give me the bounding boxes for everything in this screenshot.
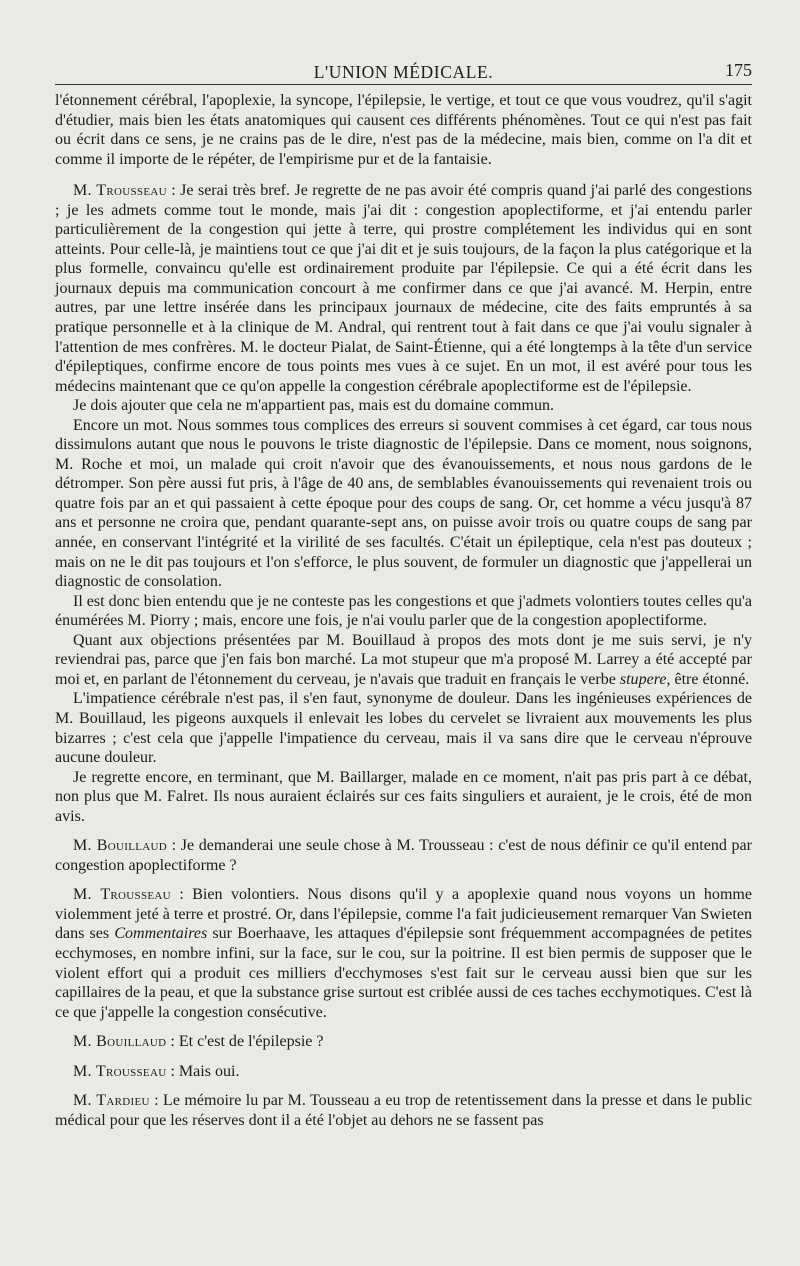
speaker-name: M. Bouillaud bbox=[73, 837, 168, 855]
paragraph-13 bbox=[55, 1091, 752, 1130]
page-header bbox=[55, 52, 752, 85]
paragraph-text: : Et c'est de l'épilepsie ? bbox=[166, 1033, 324, 1051]
paragraph-text: Encore un mot. Nous sommes tous complices des erreurs si souvent commises à cet égard, car tous nous dissimulons autant que nous le pouvons le triste diagnostic de l'épilepsie. Dans ce moment, nous soignons, M. Roche et moi, un malade qui croit n'avoir que des évanouissements, et nous nous gardons de le détromper. Son père aussi fut pris, à l'âge de 40 ans, de semblables évanouissements qui revenaient trois ou quatre fois par an et qui passaient à cette époque pour des coups de sang. Or, cet homme a vécu jusqu'à 87 ans et personne ne croira que, pendant quarante-sept ans, on puisse avoir trois ou quatre coups de sang par année, en conservant l'intégrité et la virilité de ses facultés. C'était un épileptique, cela n'est pas douteux ; mais on ne le dit pas toujours et l'on s'efforce, le plus souvent, de formuler un diagnostic que j'appellerai un diagnostic de consolation. bbox=[55, 416, 752, 591]
paragraph-5 bbox=[55, 592, 752, 631]
article-body bbox=[55, 91, 752, 1130]
speaker-name: M. Trousseau bbox=[73, 182, 167, 200]
paragraph-text: l'étonnement cérébral, l'apoplexie, la syncope, l'épilepsie, le vertige, et tout ce que vous voudrez, qu'il s'agit d'étudier, mais bien les états anatomiques qui causent ces différents phénomènes. Tout ce qui n'est pas fait ou écrit dans ce sens, je ne crains pas de le dire, n'est pas de la médecine, mais bien, comme on l'a dit et comme il importe de le répéter, de l'empirisme pur et de la fantaisie. bbox=[55, 92, 752, 168]
paragraph-2 bbox=[55, 181, 752, 396]
paragraph-text: Je regrette encore, en terminant, que M. Baillarger, malade en ce moment, n'ait pas pris part à ce débat, non plus que M. Falret. Ils nous auraient éclairés sur ces faits singuliers et auraient, je le crois, été de mon avis. bbox=[55, 768, 752, 825]
speaker-name: M. Tardieu bbox=[73, 1092, 150, 1110]
running-head: L'UNION MÉDICALE. bbox=[313, 62, 494, 82]
paragraph-text: : Je demanderai une seule chose à M. Trousseau : c'est de nous définir ce qu'il entend par congestion apoplectiforme ? bbox=[55, 837, 752, 874]
paragraph-text-continued: , être étonné. bbox=[666, 670, 750, 688]
speaker-name: M. Trousseau bbox=[73, 1062, 167, 1080]
italic-term: Commentaires bbox=[114, 925, 208, 943]
paragraph-text: : Bien volontiers. Nous disons qu'il y a apoplexie quand nous voyons un homme violemment jeté à terre et prostré. Or, dans l'épilepsie, comme l'a fait judicieusement remarquer Van Swieten dans ses bbox=[55, 886, 752, 943]
paragraph-text-continued: sur Boerhaave, les attaques d'épilepsie sont fréquemment accompagnées de petites ecchymoses, en nombre infini, sur la face, sur le cou, sur la poitrine. Il est bien permis de supposer que le violent effort qui a produit ces milliers d'ecchymoses s'est fait sur le cerveau aussi bien que sur les capillaires de la peau, et que la substance grise surtout est criblée aussi de ces taches ecchymotiques. C'est là ce que j'appelle la congestion consécutive. bbox=[55, 925, 752, 1021]
page-number: 175 bbox=[725, 60, 752, 80]
paragraph-text: : Le mémoire lu par M. Tousseau a eu trop de retentissement dans la presse et dans le public médical pour que les réserves dont il a été l'objet au dehors ne se fassent pas bbox=[55, 1092, 752, 1129]
paragraph-text: Quant aux objections présentées par M. Bouillaud à propos des mots dont je me suis servi, je n'y reviendrai pas, parce que j'en fais bon marché. La mot stupeur que m'a proposé M. Larrey a été accepté par moi et, en parlant de l'étonnement du cerveau, je n'avais que traduit en français le verbe bbox=[55, 631, 752, 688]
paragraph-8 bbox=[55, 768, 752, 827]
paragraph-1 bbox=[55, 91, 752, 169]
paragraph-text: Il est donc bien entendu que je ne conteste pas les congestions et que j'admets volontiers toutes celles qu'a énumérées M. Piorry ; mais, encore une fois, je n'ai voulu parler que de la congestion apoplectiforme. bbox=[55, 592, 752, 630]
speaker-name: M. Bouillaud bbox=[73, 1033, 167, 1051]
paragraph-11 bbox=[55, 1032, 752, 1052]
paragraph-text: : Je serai très bref. Je regrette de ne pas avoir été compris quand j'ai parlé des congestions ; je les admets comme tout le monde, mais j'ai dit : congestion apoplectiforme, et j'ai entendu parler particulièrement de la congestion qui jette à terre, qui prostre complétement les individus qui en sont atteints. Pour celle-là, je maintiens tout ce que j'ai dit et je suis toujours, de la façon la plus catégorique et la plus formelle, convaincu qu'elle est ordinairement produite par l'épilepsie. Ce qui a été écrit dans les journaux depuis ma communication concourt à me confirmer dans ce que j'ai avancé. M. Herpin, entre autres, par une lettre insérée dans les principaux journaux de médecine, cite des faits empruntés à sa pratique personnelle et à la clinique de M. Andral, qui rentrent tout à fait dans ce que j'ai voulu signaler à l'attention de mes confrères. M. le docteur Pialat, de Saint-Étienne, qui a été longtemps à la tête d'un service d'épileptiques, confirme encore de tous points mes vues à ce sujet. En un mot, il est avéré pour tous les médecins maintenant que ce qu'on appelle la congestion cérébrale apoplectiforme est de l'épilepsie. bbox=[55, 182, 752, 395]
speaker-name: M. Trousseau bbox=[73, 886, 171, 904]
paragraph-6 bbox=[55, 631, 752, 690]
paragraph-12 bbox=[55, 1062, 752, 1082]
paragraph-text: Je dois ajouter que cela ne m'appartient pas, mais est du domaine commun. bbox=[73, 397, 555, 415]
paragraph-text: L'impatience cérébrale n'est pas, il s'en faut, synonyme de douleur. Dans les ingénieuses expériences de M. Bouillaud, les pigeons auxquels il enlevait les lobes du cervelet se livraient aux mouvements les plus bizarres ; c'est cela que j'appelle l'impatience du cerveau, mais il va sans dire que le cerveau n'éprouve aucune douleur. bbox=[55, 690, 752, 767]
paragraph-7 bbox=[55, 689, 752, 767]
paragraph-10 bbox=[55, 885, 752, 1022]
paragraph-3 bbox=[55, 396, 752, 416]
italic-term: stupere bbox=[619, 670, 667, 688]
paragraph-4 bbox=[55, 416, 752, 592]
paragraph-text: : Mais oui. bbox=[166, 1062, 240, 1080]
paragraph-9 bbox=[55, 836, 752, 875]
